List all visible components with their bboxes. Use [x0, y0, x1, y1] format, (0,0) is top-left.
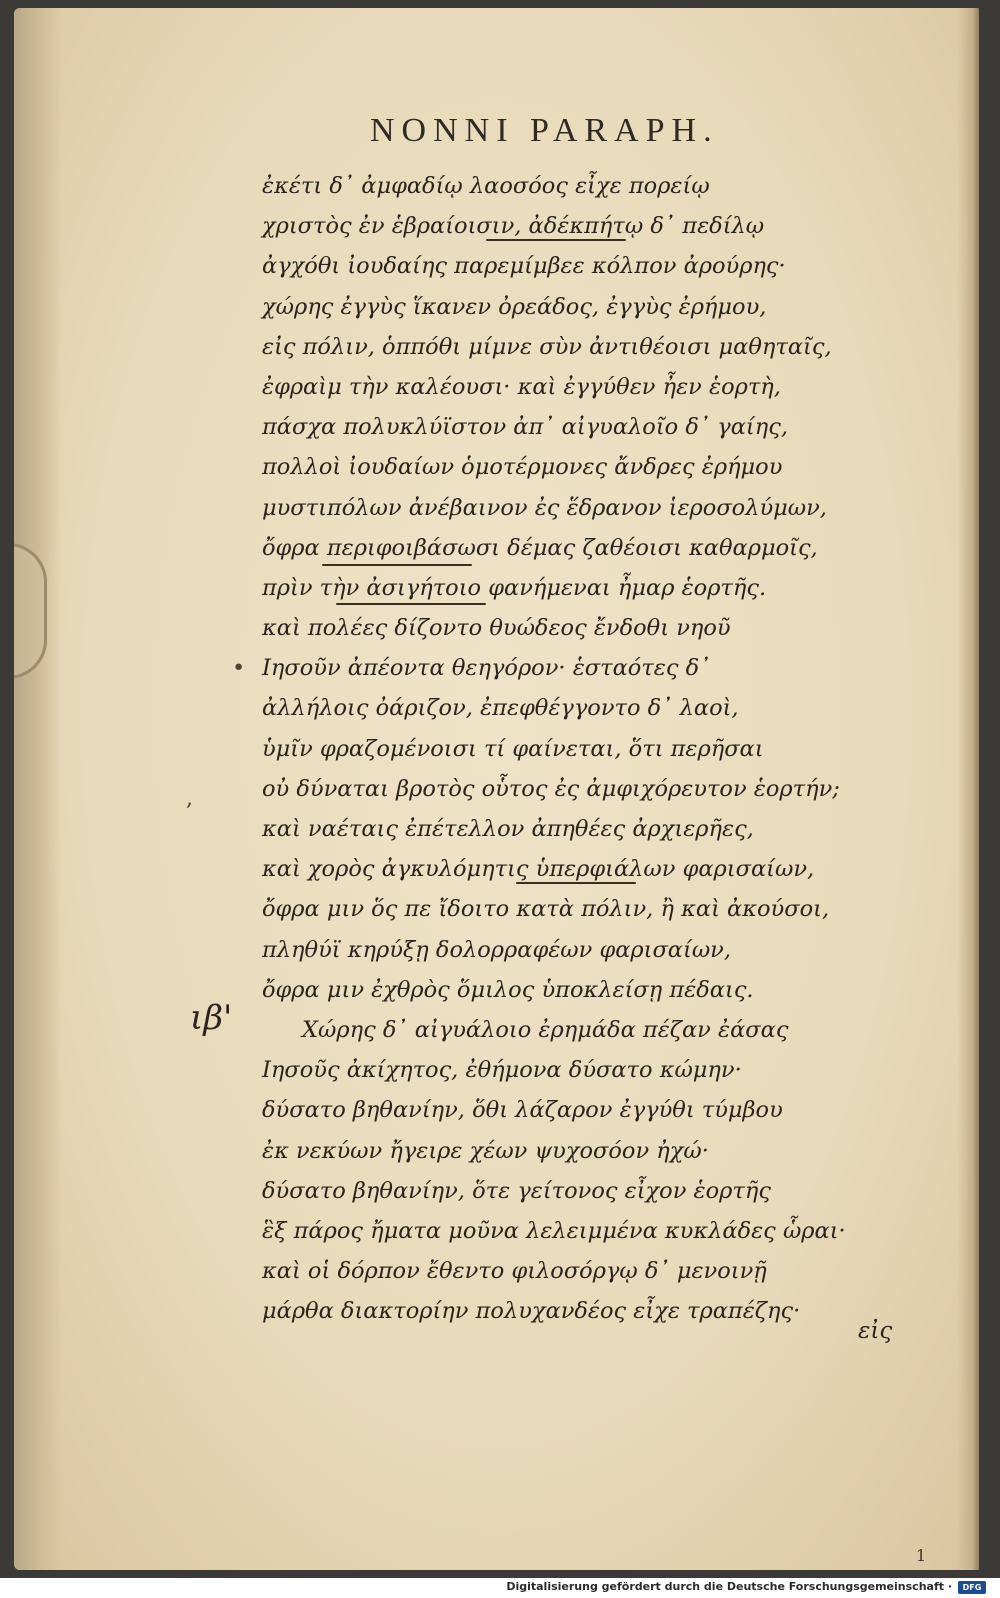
verse-line: καὶ ναέταις ἐπέτελλον ἀπηθέες ἀρχιερῆες, [262, 816, 754, 842]
verse-line: μάρθα διακτορίην πολυχανδέος εἶχε τραπέζης· [262, 1298, 801, 1325]
dfg-logo: DFG [958, 1581, 986, 1594]
verse-line: πληθύϊ κηρύξῃ δολορραφέων φαρισαίων, [262, 936, 731, 963]
verse-line: Χώρης δ᾽ αἰγυάλοιο ἐρημάδα πέζαν ἐάσας [302, 1016, 789, 1043]
ink-underline [336, 603, 486, 605]
catchword: εἰς [858, 1318, 893, 1344]
verse-line: Ιησοῦς ἀκίχητος, ἐθήμονα δύσατο κώμην· [262, 1057, 742, 1084]
verse-line: δύσατο βηθανίην, ὅτε γείτονος εἶχον ἑορτῆς [262, 1177, 771, 1204]
ink-underline [516, 882, 636, 884]
verse-line: καὶ χορὸς ἀγκυλόμητις ὑπερφιάλων φαρισαίων, [262, 856, 815, 883]
verse-line: ἐκ νεκύων ἤγειρε χέων ψυχοσόον ἠχώ· [262, 1137, 709, 1164]
verse-line: οὐ δύναται βροτὸς οὗτος ἐς ἀμφιχόρευτον ἑορτήν; [262, 775, 840, 802]
verse-line: ἐκέτι δ᾽ ἀμφαδίῳ λαοσόος εἶχε πορείῳ [262, 173, 710, 199]
footer-credit: Digitalisierung gefördert durch die Deutsche Forschungsgemeinschaft · [506, 1580, 952, 1593]
verse-line: ὑμῖν φραζομένοισι τί φαίνεται, ὅτι περῆσαι [262, 735, 764, 762]
verse-line: ἓξ πάρος ἤματα μοῦνα λελειμμένα κυκλάδες ὧραι· [262, 1217, 846, 1244]
verse-line: εἰς πόλιν, ὁππόθι μίμνε σὺν ἀντιθέοισι μαθηταῖς, [262, 333, 832, 360]
ink-underline [486, 239, 626, 241]
verse-line: ὄφρα μιν ἐχθρὸς ὅμιλος ὑποκλείσῃ πέδαις. [262, 976, 754, 1003]
verse-line: • Ιησοῦν ἀπέοντα θεηγόρον· ἑσταότες δ᾽ [262, 648, 882, 688]
footer-bar [0, 1578, 1000, 1598]
verse-block [262, 166, 882, 1331]
page-gutter [14, 8, 62, 1570]
verse-line: χριστὸς ἐν ἑβραίοισιν, ἀδέκπήτῳ δ᾽ πεδίλῳ [262, 213, 765, 240]
verse-line: ἐφραὶμ τὴν καλέουσι· καὶ ἐγγύθεν ἦεν ἑορτὴ, [262, 373, 781, 400]
binding-clasp [14, 543, 47, 679]
verse-line: πολλοὶ ἰουδαίων ὁμοτέρμονες ἄνδρες ἐρήμου [262, 454, 783, 481]
page-mark: 1 [916, 1546, 927, 1565]
verse-line: καὶ οἱ δόρπον ἔθεντο φιλοσόργῳ δ᾽ μενοινῇ [262, 1258, 767, 1285]
verse-line: ἀλλήλοις ὀάριζον, ἐπεφθέγγοντο δ᾽ λαοὶ, [262, 695, 739, 722]
verse-line: μυστιπόλων ἀνέβαινον ἐς ἕδρανον ἱεροσολύμων, [262, 494, 827, 521]
marginal-number: ιβ' [190, 998, 233, 1038]
verse-line: πρὶν τὴν ἀσιγήτοιο φανήμεναι ἦμαρ ἑορτῆς. [262, 574, 767, 601]
page-right-edge [957, 8, 979, 1570]
verse-line: ἀγχόθι ἰουδαίης παρεμίμβεε κόλπον ἀρούρης· [262, 253, 786, 280]
verse-line: ὄφρα μιν ὅς πε ἴδοιτο κατὰ πόλιν, ἢ καὶ ἀκούσοι, [262, 896, 830, 923]
ink-underline [322, 564, 472, 566]
verse-line: πάσχα πολυκλύϊστον ἀπ᾽ αἰγυαλοῖο δ᾽ γαίης, [262, 414, 788, 441]
verse-line: ὄφρα περιφοιβάσωσι δέμας ζαθέοισι καθαρμοῖς, [262, 534, 818, 561]
margin-mark: , [186, 786, 193, 811]
running-header: NONNI PARAPH. [370, 112, 719, 149]
verse-line: καὶ πολέες δίζοντο θυώδεος ἔνδοθι νηοῦ [262, 615, 731, 642]
verse-line: χώρης ἐγγὺς ἵκανεν ὀρεάδος, ἐγγὺς ἐρήμου, [262, 293, 767, 320]
verse-line: δύσατο βηθανίην, ὅθι λάζαρον ἐγγύθι τύμβου [262, 1097, 783, 1124]
